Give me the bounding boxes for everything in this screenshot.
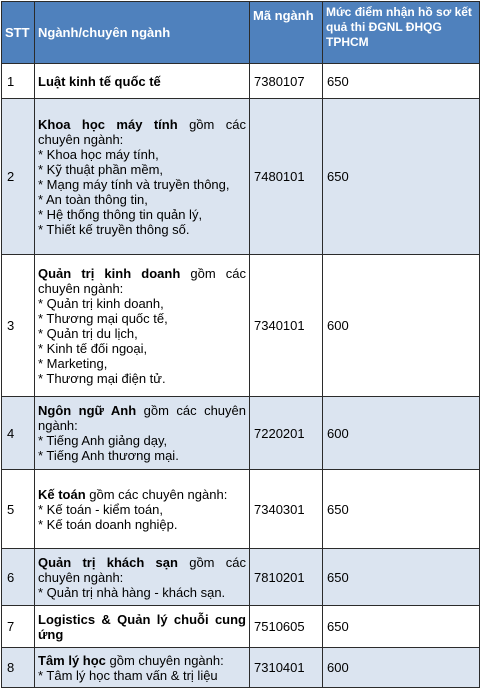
table-row: [2, 648, 480, 688]
sub-major: * Tiếng Anh thương mại.: [38, 448, 179, 463]
sub-major: * Kỹ thuật phần mềm,: [38, 161, 164, 177]
row-score: 600: [323, 255, 480, 397]
sub-major: * Quản trị kinh doanh,: [38, 295, 164, 311]
row-score: 650: [323, 470, 480, 549]
row-code: 7810201: [250, 549, 323, 606]
sub-major: * Kế toán - kiểm toán,: [38, 501, 164, 517]
sub-major: * Kế toán doanh nghiệp.: [38, 516, 178, 532]
row-stt: 1: [2, 64, 35, 99]
table-row: [2, 397, 480, 470]
sub-major: * Quản trị du lịch,: [38, 325, 138, 341]
major-name: Quản trị kinh doanh: [38, 265, 181, 281]
sub-major: * Marketing,: [38, 355, 108, 371]
major-suffix: gồm các chuyên ngành:: [38, 116, 246, 147]
major-suffix: gồm chuyên ngành:: [105, 652, 224, 668]
row-score: 650: [323, 99, 480, 255]
row-major: [35, 606, 250, 648]
table-body: [2, 64, 480, 688]
sub-major: * Kinh tế đối ngoại,: [38, 340, 148, 356]
row-major: [35, 255, 250, 397]
sub-major: * Thương mại điện tử.: [38, 370, 166, 386]
row-code: 7510605: [250, 606, 323, 648]
major-name: Tâm lý học: [38, 652, 106, 668]
row-code: 7220201: [250, 397, 323, 470]
row-major: [35, 648, 250, 688]
row-stt: 8: [2, 648, 35, 688]
row-stt: 2: [2, 99, 35, 255]
row-major: [35, 64, 250, 99]
row-major: [35, 397, 250, 470]
row-score: 650: [323, 549, 480, 606]
row-stt: 6: [2, 549, 35, 606]
row-score: 650: [323, 64, 480, 99]
header-major: Ngành/chuyên ngành: [35, 2, 250, 64]
major-name: Ngôn ngữ Anh: [38, 403, 137, 418]
major-name: Kế toán: [38, 486, 86, 502]
sub-major: * Tâm lý học tham vấn & trị liệu: [38, 667, 218, 683]
row-stt: 7: [2, 606, 35, 648]
row-code: 7340101: [250, 255, 323, 397]
sub-major: * Quản trị nhà hàng - khách sạn.: [38, 584, 226, 600]
row-score: 600: [323, 397, 480, 470]
sub-major: * Thiết kế truyền thông số.: [38, 221, 190, 237]
sub-major: * Hệ thống thông tin quản lý,: [38, 206, 203, 222]
row-stt: 5: [2, 470, 35, 549]
major-suffix: gồm các chuyên ngành:: [85, 486, 228, 502]
row-major: [35, 99, 250, 255]
row-code: 7340301: [250, 470, 323, 549]
row-major: [35, 470, 250, 549]
row-code: 7380107: [250, 64, 323, 99]
major-name: Khoa học máy tính: [38, 116, 178, 132]
sub-major: * Tiếng Anh giảng dạy,: [38, 433, 168, 448]
header-score: Mức điểm nhận hồ sơ kết quả thi ĐGNL ĐHQG TPHCM: [323, 2, 480, 64]
major-suffix: gồm các chuyên ngành:: [38, 554, 246, 585]
row-code: 7480101: [250, 99, 323, 255]
major-suffix: gồm các chuyên ngành:: [38, 265, 246, 296]
table-row: [2, 99, 480, 255]
table-row: [2, 606, 480, 648]
table-row: [2, 549, 480, 606]
admission-table: [1, 1, 480, 688]
table-row: [2, 255, 480, 397]
row-score: 650: [323, 606, 480, 648]
sub-major: * Mạng máy tính và truyền thông,: [38, 176, 230, 192]
row-major: [35, 549, 250, 606]
major-name: Logistics & Quản lý chuỗi cung ứng: [38, 611, 246, 642]
major-suffix: gồm các chuyên ngành:: [38, 403, 246, 433]
table-header-row: [2, 2, 480, 64]
row-score: 600: [323, 648, 480, 688]
table-row: [2, 470, 480, 549]
sub-major: * Thương mại quốc tế,: [38, 310, 168, 326]
sub-major: * Khoa học máy tính,: [38, 146, 159, 162]
sub-major: * An toàn thông tin,: [38, 191, 148, 207]
row-code: 7310401: [250, 648, 323, 688]
row-stt: 4: [2, 397, 35, 470]
header-stt: STT: [2, 2, 35, 64]
major-name: Luật kinh tế quốc tế: [38, 73, 161, 89]
row-stt: 3: [2, 255, 35, 397]
header-code: Mã ngành: [250, 2, 323, 64]
table-row: [2, 64, 480, 99]
major-name: Quản trị khách sạn: [38, 554, 178, 570]
